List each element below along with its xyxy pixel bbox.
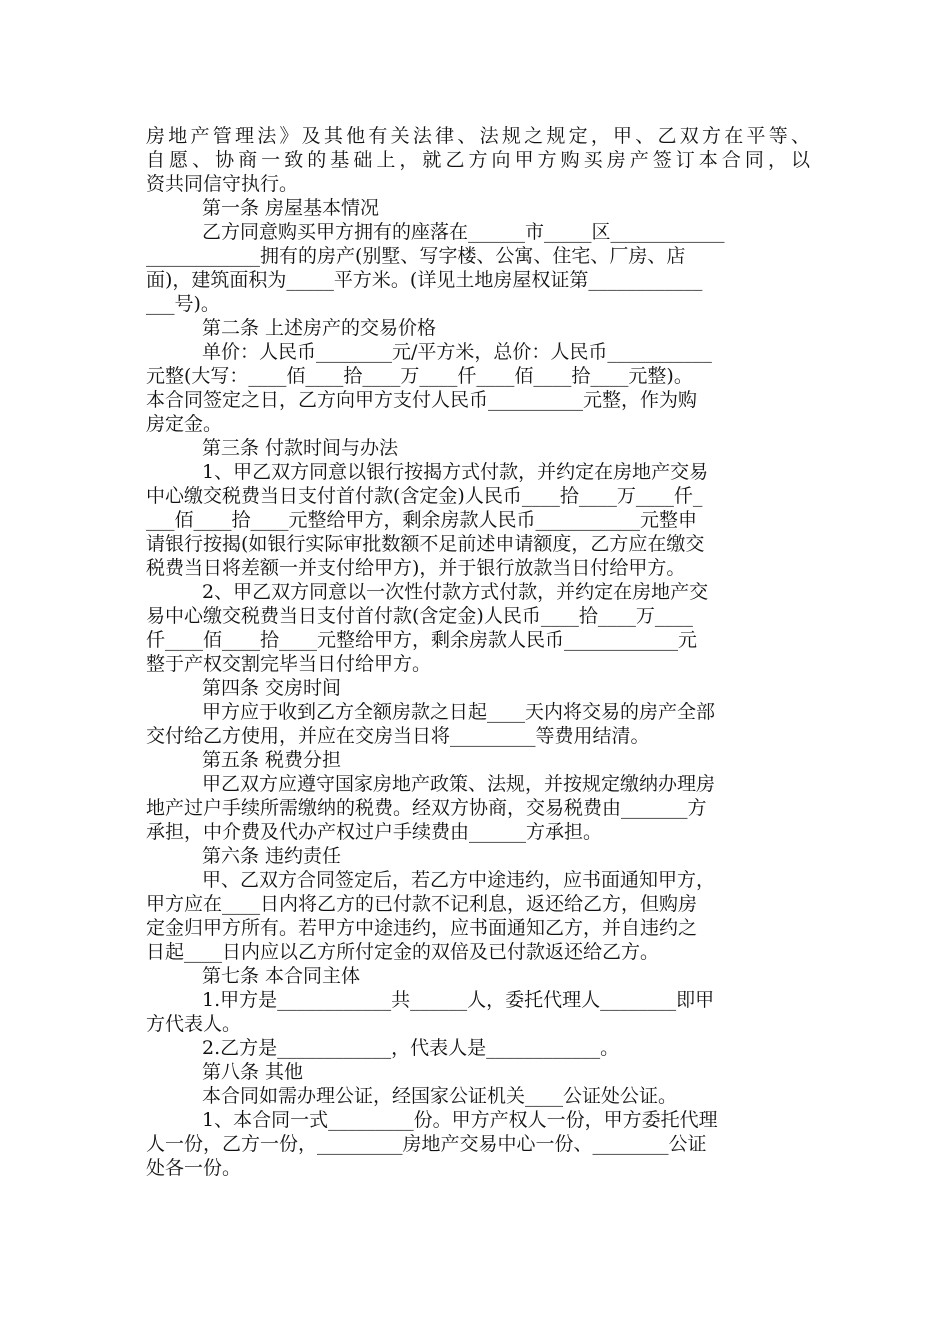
text-line: 自愿、协商一致的基础上，就乙方向甲方购买房产签订本合同，以: [146, 149, 810, 171]
text-line: ____________拥有的房产(别墅、写字楼、公寓、住宅、厂房、店: [146, 245, 686, 267]
text-line: 第八条 其他: [202, 1061, 304, 1083]
text-line: 第三条 付款时间与办法: [202, 437, 399, 459]
text-line: 面)，建筑面积为_____平方米。(详见土地房屋权证第____________: [146, 269, 703, 291]
text-line: 税费当日将差额一并支付给甲方)，并于银行放款当日付给甲方。: [146, 557, 686, 579]
text-line: ___佰____拾____元整给甲方，剩余房款人民币___________元整申: [146, 509, 698, 531]
text-line: 整于产权交割完毕当日付给甲方。: [146, 653, 432, 675]
text-line: ___号)。: [146, 293, 220, 315]
text-line: 本合同签定之日，乙方向甲方支付人民币__________元整，作为购: [146, 389, 698, 411]
text-line: 单价：人民币________元/平方米，总价：人民币___________: [202, 341, 712, 363]
text-line: 1、本合同一式_________份。甲方产权人一份，甲方委托代理: [202, 1109, 718, 1131]
text-line: 第四条 交房时间: [202, 677, 342, 699]
text-line: 第二条 上述房产的交易价格: [202, 317, 437, 339]
text-line: 元整(大写：____佰____拾____万____仟____佰____拾____元整)。: [146, 365, 693, 387]
text-line: 第六条 违约责任: [202, 845, 342, 867]
text-line: 请银行按揭(如银行实际审批数额不足前述申请额度，乙方应在缴交: [146, 533, 705, 555]
text-line: 房地产管理法》及其他有关法律、法规之规定，甲、乙双方在平等、: [146, 125, 810, 147]
text-line: 第一条 房屋基本情况: [202, 197, 380, 219]
text-line: 2、甲乙双方同意以一次性付款方式付款，并约定在房地产交: [202, 581, 709, 603]
text-line: 处各一份。: [146, 1157, 242, 1179]
text-line: 日起____日内应以乙方所付定金的双倍及已付款返还给乙方。: [146, 941, 660, 963]
text-line: 人一份，乙方一份，_________房地产交易中心一份、________公证: [146, 1133, 707, 1155]
text-line: 第七条 本合同主体: [202, 965, 361, 987]
text-line: 地产过户手续所需缴纳的税费。经双方协商，交易税费由_______方: [146, 797, 707, 819]
text-line: 甲方应于收到乙方全额房款之日起____天内将交易的房产全部: [202, 701, 716, 723]
contract-document: [146, 124, 810, 1180]
text-line: 第五条 税费分担: [202, 749, 342, 771]
text-line: 仟____佰____拾____元整给甲方，剩余房款人民币____________元: [146, 629, 698, 651]
text-line: 中心缴交税费当日支付首付款(含定金)人民币____拾____万____仟_: [146, 485, 703, 507]
text-line: 甲、乙双方合同签定后，若乙方中途违约，应书面通知甲方，: [202, 869, 716, 891]
text-line: 易中心缴交税费当日支付首付款(含定金)人民币____拾____万____: [146, 605, 693, 627]
text-line: 方代表人。: [146, 1013, 242, 1035]
text-line: 资共同信守执行。: [146, 173, 299, 195]
text-line: 交付给乙方使用，并应在交房当日将_________等费用结清。: [146, 725, 650, 747]
text-line: 1、甲乙双方同意以银行按揭方式付款，并约定在房地产交易: [202, 461, 709, 483]
text-line: 房定金。: [146, 413, 223, 435]
text-line: 定金归甲方所有。若甲方中途违约，应书面通知乙方，并自违约之: [146, 917, 698, 939]
text-line: 乙方同意购买甲方拥有的座落在______市_____区____________: [202, 221, 725, 243]
text-line: 1.甲方是____________共______人，委托代理人________即甲: [202, 989, 715, 1011]
text-line: 本合同如需办理公证，经国家公证机关____公证处公证。: [202, 1085, 678, 1107]
text-line: 甲方应在____日内将乙方的已付款不记利息，返还给乙方，但购房: [146, 893, 698, 915]
text-line: 2.乙方是____________，代表人是____________。: [202, 1037, 620, 1059]
text-line: 甲乙双方应遵守国家房地产政策、法规，并按规定缴纳办理房: [202, 773, 716, 795]
text-line: 承担，中介费及代办产权过户手续费由______方承担。: [146, 821, 603, 843]
